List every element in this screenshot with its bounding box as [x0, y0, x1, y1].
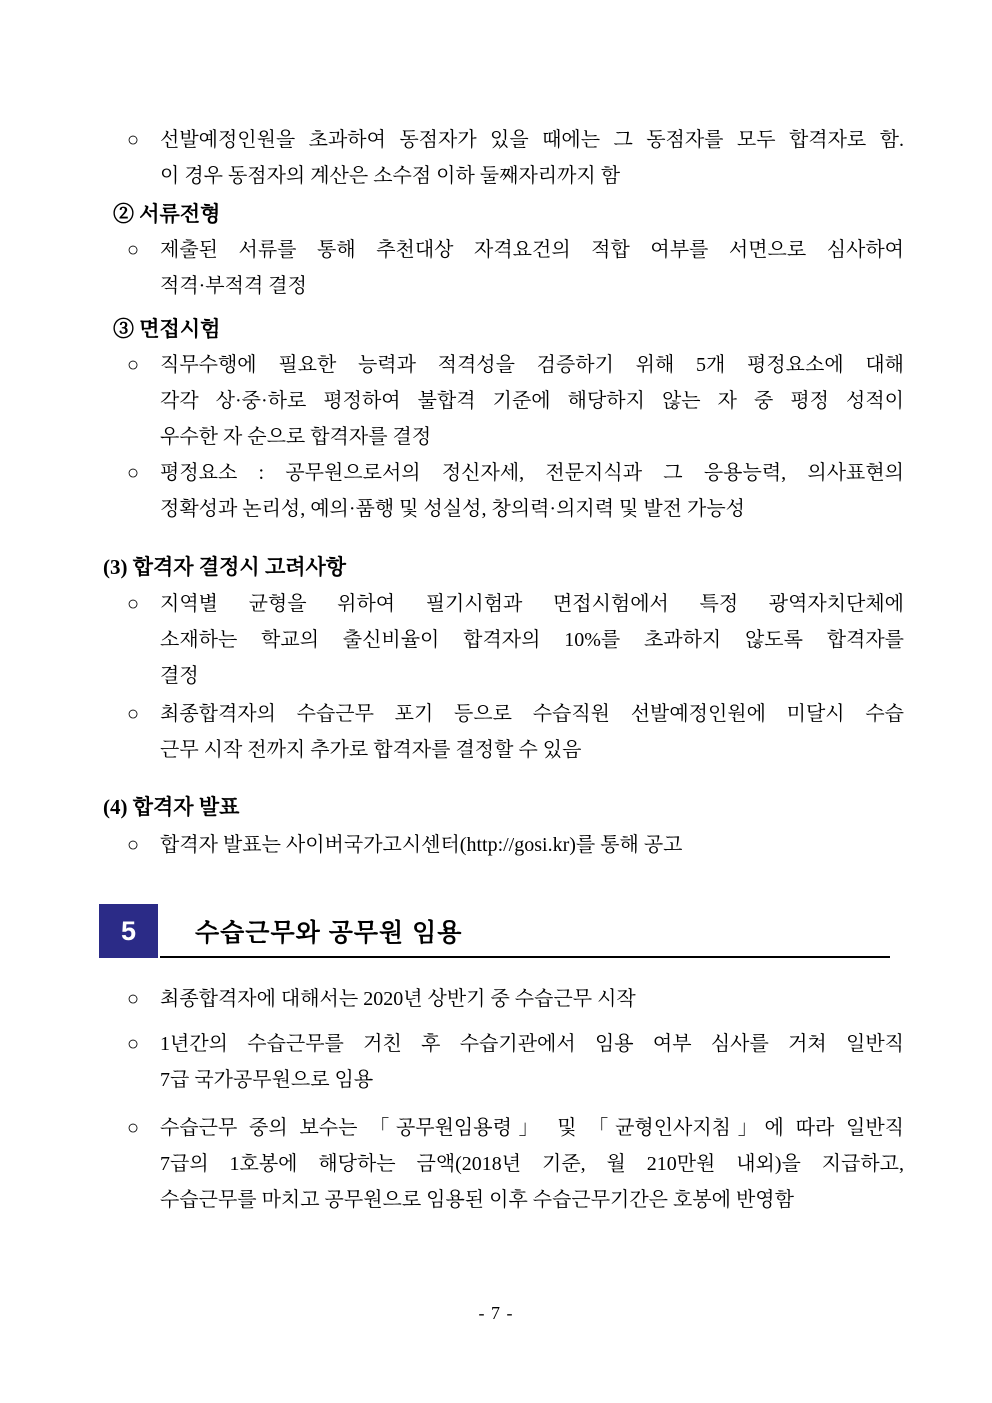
bullet-line: 7급의 1호봉에 해당하는 금액(2018년 기준, 월 210만원 내외)을 지급하고,: [160, 1153, 904, 1175]
page-number: - 7 -: [478, 1303, 514, 1323]
bullet-circle-marker: ○: [127, 593, 140, 615]
subsection-heading-interview: ③ 면접시험: [113, 317, 221, 341]
section-heading-announcement: (4) 합격자 발표: [103, 795, 240, 819]
bullet-line: 각각 상·중·하로 평정하여 불합격 기준에 해당하지 않는 자 중 평정 성적이: [160, 390, 904, 412]
bullet-circle-marker: ○: [127, 354, 140, 376]
bullet-line: 적격·부적격 결정: [160, 275, 307, 297]
bullet-line: 수습근무를 마치고 공무원으로 임용된 이후 수습근무기간은 호봉에 반영함: [160, 1189, 794, 1211]
bullet-item-rating-elements: [100, 455, 904, 527]
bullet-line: 수습근무 중의 보수는 「공무원임용령」 및 「균형인사지침」에 따라 일반직: [160, 1117, 904, 1139]
bullet-line: 제출된 서류를 통해 추천대상 자격요건의 적합 여부를 서면으로 심사하여: [160, 239, 904, 261]
section5-title: 수습근무와 공무원 임용: [195, 919, 463, 947]
bullet-line: 정확성과 논리성, 예의·품행 및 성실성, 창의력·의지력 및 발전 가능성: [160, 498, 745, 520]
bullet-circle-marker: ○: [127, 1033, 140, 1055]
bullet-circle-marker: ○: [127, 239, 140, 261]
bullet-line: 근무 시작 전까지 추가로 합격자를 결정할 수 있음: [160, 739, 582, 761]
section5-header: [100, 904, 904, 962]
bullet-line: 소재하는 학교의 출신비율이 합격자의 10%를 초과하지 않도록 합격자를: [160, 629, 904, 651]
bullet-item-document-review: [100, 232, 904, 304]
bullet-line: 최종합격자의 수습근무 포기 등으로 수습직원 선발예정인원에 미달시 수습: [160, 703, 904, 725]
bullet-item-probation-pay: [100, 1110, 904, 1218]
bullet-item-gosi-announcement: [100, 827, 904, 863]
bullet-line: 지역별 균형을 위하여 필기시험과 면접시험에서 특정 광역자치단체에: [160, 593, 904, 615]
bullet-circle-marker: ○: [127, 703, 140, 725]
bullet-circle-marker: ○: [127, 988, 140, 1010]
bullet-line: 우수한 자 순으로 합격자를 결정: [160, 426, 432, 448]
bullet-item-interview-criteria: [100, 347, 904, 455]
document-body: [100, 122, 904, 1218]
bullet-circle-marker: ○: [127, 129, 140, 151]
bullet-item-probation-start: [100, 981, 904, 1017]
bullet-line: 7급 국가공무원으로 임용: [160, 1069, 374, 1091]
bullet-line: 1년간의 수습근무를 거친 후 수습기관에서 임용 여부 심사를 거쳐 일반직: [160, 1033, 904, 1055]
section5-underline-rule: [160, 956, 890, 958]
bullet-line: 최종합격자에 대해서는 2020년 상반기 중 수습근무 시작: [160, 988, 636, 1010]
section5-number-box: 5: [99, 904, 158, 958]
bullet-item-regional-balance: [100, 586, 904, 694]
bullet-line: 결정: [160, 665, 199, 687]
section-heading-considerations: (3) 합격자 결정시 고려사항: [103, 555, 347, 579]
bullet-line: 직무수행에 필요한 능력과 적격성을 검증하기 위해 5개 평정요소에 대해: [160, 354, 904, 376]
bullet-item-tie-breaker: [100, 122, 904, 194]
bullet-circle-marker: ○: [127, 834, 140, 856]
bullet-line: 선발예정인원을 초과하여 동점자가 있을 때에는 그 동점자를 모두 합격자로 함.: [160, 129, 904, 151]
bullet-item-appointment-review: [100, 1026, 904, 1098]
bullet-line: 합격자 발표는 사이버국가고시센터(http://gosi.kr)를 통해 공고: [160, 834, 683, 856]
bullet-circle-marker: ○: [127, 1117, 140, 1139]
bullet-line: 평정요소 : 공무원으로서의 정신자세, 전문지식과 그 응용능력, 의사표현의: [160, 462, 904, 484]
bullet-line: 이 경우 동점자의 계산은 소수점 이하 둘째자리까지 함: [160, 165, 621, 187]
bullet-item-additional-selection: [100, 696, 904, 768]
bullet-circle-marker: ○: [127, 462, 140, 484]
subsection-heading-document-screening: ② 서류전형: [113, 202, 221, 226]
